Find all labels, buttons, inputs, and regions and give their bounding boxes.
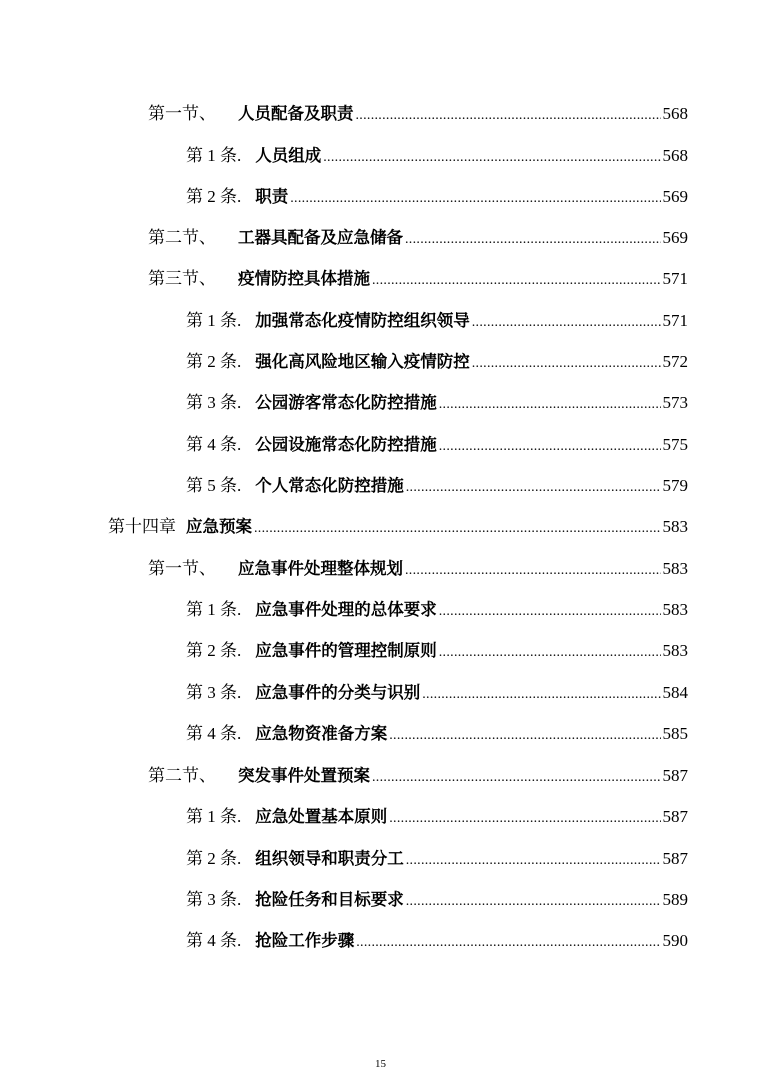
toc-entry[interactable] bbox=[148, 757, 688, 787]
toc-entry-title: 个人常态化防控措施 bbox=[255, 476, 404, 495]
toc-entry-label: 第 3 条. bbox=[186, 393, 242, 412]
toc-dot-leader bbox=[290, 186, 660, 208]
toc-dot-leader bbox=[405, 227, 661, 249]
toc-entry-label: 第 1 条. bbox=[186, 807, 242, 826]
toc-entry[interactable] bbox=[148, 550, 688, 580]
toc-entry-title: 抢险工作步骤 bbox=[255, 931, 355, 950]
toc-dot-leader bbox=[406, 848, 661, 870]
toc-entry-page: 568 bbox=[662, 146, 688, 165]
toc-entry-page: 573 bbox=[662, 393, 688, 412]
toc-entry[interactable] bbox=[186, 715, 688, 745]
toc-entry-page: 569 bbox=[662, 228, 688, 247]
toc-entry-title: 强化高风险地区输入疫情防控 bbox=[255, 352, 470, 371]
toc-dot-leader bbox=[323, 145, 660, 167]
toc-entry-label: 第 1 条. bbox=[186, 600, 242, 619]
toc-entry[interactable] bbox=[186, 881, 688, 911]
toc-entry-page: 583 bbox=[662, 517, 688, 536]
toc-entry-label: 第 2 条. bbox=[186, 641, 242, 660]
toc-entry[interactable] bbox=[186, 137, 688, 167]
toc-entry-page: 569 bbox=[662, 187, 688, 206]
toc-entry-title: 加强常态化疫情防控组织领导 bbox=[255, 311, 470, 330]
toc-dot-leader bbox=[372, 268, 661, 290]
toc-entry-page: 568 bbox=[662, 104, 688, 123]
toc-entry[interactable] bbox=[186, 922, 688, 952]
toc-entry-page: 585 bbox=[662, 724, 688, 743]
toc-dot-leader bbox=[422, 682, 660, 704]
toc-entry-label: 第 1 条. bbox=[186, 311, 242, 330]
toc-dot-leader bbox=[406, 889, 661, 911]
toc-entry-label: 第 2 条. bbox=[186, 187, 242, 206]
toc-entry-page: 572 bbox=[662, 352, 688, 371]
toc-dot-leader bbox=[439, 640, 661, 662]
toc-entry-title: 抢险任务和目标要求 bbox=[255, 890, 404, 909]
toc-entry-title: 公园设施常态化防控措施 bbox=[255, 435, 437, 454]
toc-entry-label: 第 5 条. bbox=[186, 476, 242, 495]
toc-entry-label: 第 4 条. bbox=[186, 724, 242, 743]
toc-entry-label: 第 4 条. bbox=[186, 435, 242, 454]
toc-entry[interactable] bbox=[186, 840, 688, 870]
toc-dot-leader bbox=[439, 392, 661, 414]
toc-entry-page: 575 bbox=[662, 435, 688, 454]
toc-entry[interactable] bbox=[186, 384, 688, 414]
toc-entry-page: 584 bbox=[662, 683, 688, 702]
toc-dot-leader bbox=[389, 806, 660, 828]
toc-entry-page: 571 bbox=[662, 311, 688, 330]
toc-entry-title: 应急预案 bbox=[186, 517, 252, 536]
toc-entry[interactable] bbox=[186, 467, 688, 497]
toc-entry-title: 应急事件处理的总体要求 bbox=[255, 600, 437, 619]
toc-dot-leader bbox=[439, 599, 661, 621]
toc-entry-label: 第 1 条. bbox=[186, 146, 242, 165]
toc-entry-page: 579 bbox=[662, 476, 688, 495]
toc-entry[interactable] bbox=[186, 632, 688, 662]
toc-dot-leader bbox=[356, 103, 661, 125]
toc-entry[interactable] bbox=[148, 219, 688, 249]
toc-entry-title: 组织领导和职责分工 bbox=[255, 849, 404, 868]
toc-dot-leader bbox=[254, 516, 661, 538]
toc-entry[interactable] bbox=[108, 508, 688, 538]
toc-entry[interactable] bbox=[186, 798, 688, 828]
toc-entry-label: 第 2 条. bbox=[186, 849, 242, 868]
toc-entry-label: 第 2 条. bbox=[186, 352, 242, 371]
toc-dot-leader bbox=[472, 351, 661, 373]
toc-entry-title: 疫情防控具体措施 bbox=[238, 269, 370, 288]
toc-entry-label: 第一节、 bbox=[148, 104, 216, 123]
toc-entry-page: 583 bbox=[662, 641, 688, 660]
toc-dot-leader bbox=[356, 930, 660, 952]
toc-entry-title: 人员配备及职责 bbox=[238, 104, 354, 123]
toc-entry-title: 公园游客常态化防控措施 bbox=[255, 393, 437, 412]
toc-entry-label: 第三节、 bbox=[148, 269, 216, 288]
toc-dot-leader bbox=[389, 723, 660, 745]
toc-entry-title: 突发事件处置预案 bbox=[238, 766, 370, 785]
toc-entry-label: 第十四章 bbox=[108, 517, 176, 536]
toc-entry-title: 工器具配备及应急储备 bbox=[238, 228, 403, 247]
toc-entry-label: 第 3 条. bbox=[186, 683, 242, 702]
toc-entry-label: 第 4 条. bbox=[186, 931, 242, 950]
toc-entry-page: 583 bbox=[662, 559, 688, 578]
toc-entry-page: 587 bbox=[662, 766, 688, 785]
toc-entry-label: 第一节、 bbox=[148, 559, 216, 578]
toc-entry-label: 第 3 条. bbox=[186, 890, 242, 909]
toc-entry-title: 应急事件处理整体规划 bbox=[238, 559, 403, 578]
toc-dot-leader bbox=[372, 765, 661, 787]
toc-dot-leader bbox=[406, 475, 661, 497]
toc-entry-title: 人员组成 bbox=[255, 146, 322, 165]
toc-entry-page: 587 bbox=[662, 807, 688, 826]
toc-entry[interactable] bbox=[148, 95, 688, 125]
toc-entry-page: 571 bbox=[662, 269, 688, 288]
toc-dot-leader bbox=[405, 558, 661, 580]
toc-dot-leader bbox=[472, 310, 661, 332]
toc-entry-page: 590 bbox=[662, 931, 688, 950]
page-number: 15 bbox=[375, 1058, 386, 1070]
toc-entry[interactable] bbox=[148, 260, 688, 290]
toc-entry-title: 应急事件的分类与识别 bbox=[255, 683, 421, 702]
toc-entry-page: 587 bbox=[662, 849, 688, 868]
toc-entry[interactable] bbox=[186, 674, 688, 704]
toc-dot-leader bbox=[439, 434, 661, 456]
toc-entry-page: 589 bbox=[662, 890, 688, 909]
toc-entry-title: 职责 bbox=[255, 187, 289, 206]
toc-entry-title: 应急处置基本原则 bbox=[255, 807, 388, 826]
toc-entry[interactable] bbox=[186, 591, 688, 621]
toc-entry-label: 第二节、 bbox=[148, 228, 216, 247]
toc-entry-page: 583 bbox=[662, 600, 688, 619]
toc-entry[interactable] bbox=[186, 343, 688, 373]
toc-entry-title: 应急事件的管理控制原则 bbox=[255, 641, 437, 660]
toc-entry[interactable] bbox=[186, 178, 688, 208]
toc-entry[interactable] bbox=[186, 426, 688, 456]
toc-entry-title: 应急物资准备方案 bbox=[255, 724, 388, 743]
toc-entry[interactable] bbox=[186, 302, 688, 332]
toc-entry-label: 第二节、 bbox=[148, 766, 216, 785]
